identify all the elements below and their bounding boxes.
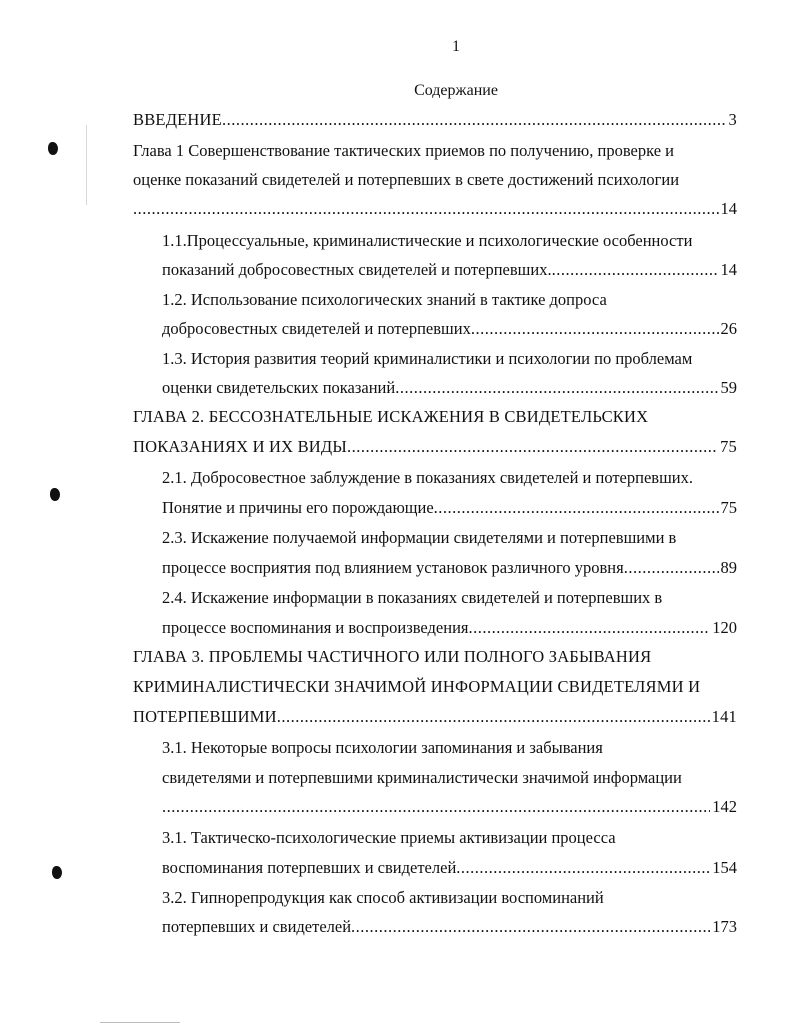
scan-trace	[86, 125, 87, 205]
toc-section-3-1b-line-1: 3.1. Тактическо-психологические приемы активизации процесса	[162, 828, 616, 847]
toc-chapter-1-line-2: оценке показаний свидетелей и потерпевших в свете достижений психологии	[133, 170, 680, 189]
toc-section-2-3-line-2: процессе восприятия под влиянием установок различного уровня ..... 89	[162, 556, 737, 580]
toc-heading: Содержание	[414, 82, 498, 99]
toc-section-3-2-line-1: 3.2. Гипнорепродукция как способ активизации воспоминаний	[162, 888, 604, 907]
toc-entry-introduction: ВВЕДЕНИЕ ..... 3	[133, 108, 737, 132]
toc-chapter-3-line-3: ПОТЕРПЕВШИМИ ..... 141	[133, 705, 737, 729]
toc-chapter-3-line-1: ГЛАВА 3. ПРОБЛЕМЫ ЧАСТИЧНОГО ИЛИ ПОЛНОГО ЗАБЫВАНИЯ	[133, 647, 652, 666]
toc-section-2-3-line-1: 2.3. Искажение получаемой информации свидетелями и потерпевшими в	[162, 528, 677, 547]
toc-chapter-2-line-2: ПОКАЗАНИЯХ И ИХ ВИДЫ ..... 75	[133, 435, 737, 459]
page-number: 1	[452, 38, 460, 55]
toc-section-2-4-line-1: 2.4. Искажение информации в показаниях свидетелей и потерпевших в	[162, 588, 663, 607]
toc-chapter-1-page-line: ..... 14	[133, 197, 737, 221]
toc-section-3-1b-line-2: воспоминания потерпевших и свидетелей ..... 154	[162, 856, 737, 880]
toc-section-2-1-line-2: Понятие и причины его порождающие ..... 75	[162, 496, 737, 520]
toc-section-1-3-line-1: 1.3. История развития теорий криминалистики и психологии по проблемам	[162, 349, 693, 368]
toc-section-3-1-line-1: 3.1. Некоторые вопросы психологии запоминания и забывания	[162, 738, 603, 757]
toc-section-2-1-line-1: 2.1. Добросовестное заблуждение в показаниях свидетелей и потерпевших.	[162, 468, 693, 487]
toc-section-1-1-line-2: показаний добросовестных свидетелей и потерпевших. ..... 14	[162, 258, 737, 282]
toc-section-1-2-line-2: добросовестных свидетелей и потерпевших ..... 26	[162, 317, 737, 341]
scan-edge	[100, 1022, 180, 1023]
toc-section-1-3-line-2: оценки свидетельских показаний ..... 59	[162, 376, 737, 400]
hole-punch-mark	[48, 142, 58, 155]
toc-section-1-1-line-1: 1.1.Процессуальные, криминалистические и психологические особенности	[162, 231, 693, 250]
toc-section-3-1-line-2: свидетелями и потерпевшими криминалистически значимой информации	[162, 768, 682, 787]
hole-punch-mark	[52, 866, 62, 879]
toc-section-3-2-line-2: потерпевших и свидетелей ..... 173	[162, 915, 737, 939]
toc-section-1-2-line-1: 1.2. Использование психологических знаний в тактике допроса	[162, 290, 607, 309]
hole-punch-mark	[50, 488, 60, 501]
toc-section-2-4-line-2: процессе воспоминания и воспроизведения ..... 120	[162, 616, 737, 640]
toc-section-3-1-page-line: ..... 142	[162, 795, 737, 819]
toc-chapter-2-line-1: ГЛАВА 2. БЕССОЗНАТЕЛЬНЫЕ ИСКАЖЕНИЯ В СВИДЕТЕЛЬСКИХ	[133, 407, 649, 426]
toc-chapter-1-line-1: Глава 1 Совершенствование тактических приемов по получению, проверке и	[133, 141, 674, 160]
toc-chapter-3-line-2: КРИМИНАЛИСТИЧЕСКИ ЗНАЧИМОЙ ИНФОРМАЦИИ СВИДЕТЕЛЯМИ И	[133, 677, 701, 696]
